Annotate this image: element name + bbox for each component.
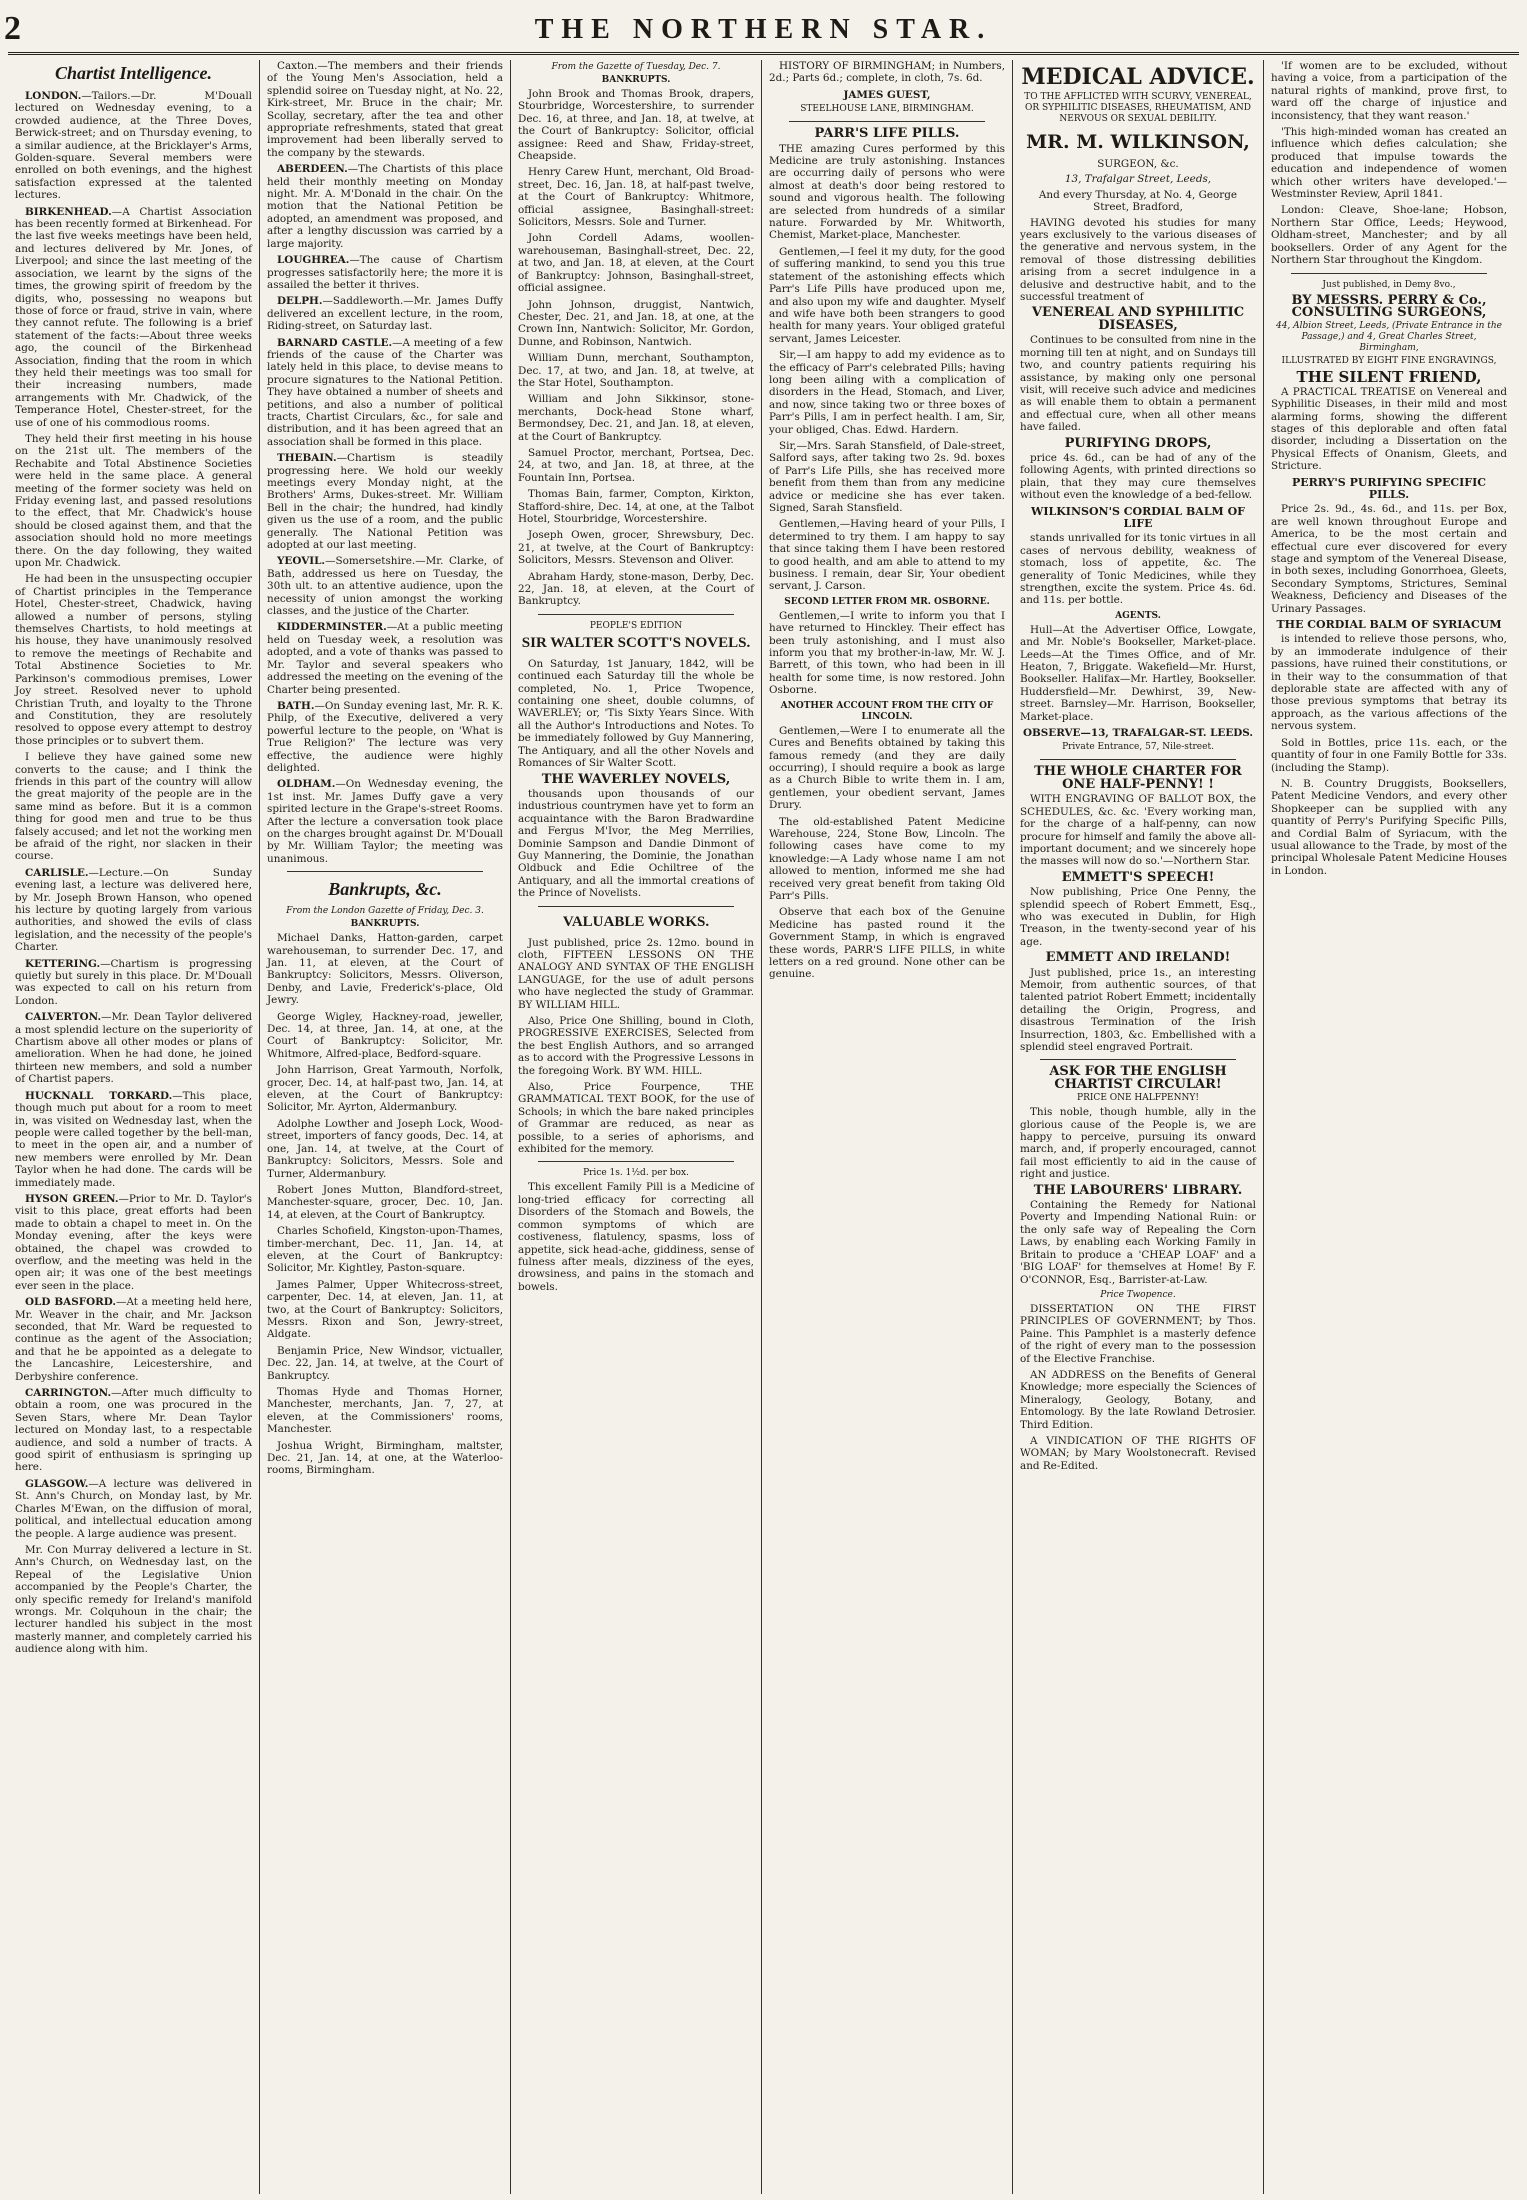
whole-charter-text: WITH ENGRAVING OF BALLOT BOX, the SCHEDULES, &c. &c. 'Every working man, for the charge of a half-penny, can now procure for himself and family the above all-important document; and we sincerely hope the masses will now do so.'—Northern Star. bbox=[1020, 793, 1256, 868]
cordial-balm-heading: WILKINSON'S CORDIAL BALM OF LIFE bbox=[1031, 504, 1245, 530]
report-paragraph bbox=[15, 1544, 252, 1656]
drury-text: The old-established Patent Medicine Warehouse, 224, Stone Bow, Lincoln. The following cases have come to my knowledge:—A Lady whose name I am not allowed to mention, informed me she had received very great benefit from taking Old Parr's Pills. bbox=[769, 815, 1005, 902]
treatise-text: A PRACTICAL TREATISE on Venereal and Syphilitic Diseases, in their mild and most alarming forms, showing the different stages of this deplorable and often fatal disorder, including a Dissertation on the Physical Effects of Onanism, Gleets, and Stricture. bbox=[1271, 385, 1507, 473]
column-5 bbox=[1012, 60, 1263, 2194]
divider bbox=[538, 614, 734, 615]
vindication-text: A VINDICATION OF THE RIGHTS OF WOMAN; by Mary Woolstonecraft. Revised and Re-Edited. bbox=[1020, 1434, 1256, 1472]
divider bbox=[1291, 273, 1487, 274]
bankrupt-entry: William Dunn, merchant, Southampton, Dec. 17, at two, and Jan. 18, at twelve, at the Star Hotel, Southampton. bbox=[518, 352, 754, 389]
bankrupt-entry: John Harrison, Great Yarmouth, Norfolk, grocer, Dec. 14, at half-past two, Jan. 14, at eleven, at the Court of Bankruptcy: Solicitor, Mr. Ayrton, Aldermanbury. bbox=[267, 1064, 503, 1114]
report-text: —This place, though much put about for a room to meet in, was visited on Wednesday last, when the people were called together by the bell-man, to meet in the open air, and a number of new members were enrolled by Mr. Dean Taylor when he had done. The cards will be immediately made. bbox=[15, 1089, 252, 1189]
chartist-circular-heading: ASK FOR THE ENGLISH CHARTIST CIRCULAR! bbox=[1049, 1064, 1227, 1092]
bankrupt-entry: John Johnson, druggist, Nantwich, Chester, Dec. 21, and Jan. 18, at one, at the Crown Inn, Nantwich: Solicitor, Mr. Gordon, Dunne, and Robinson, Nantwich. bbox=[518, 298, 754, 348]
report-text: —A Chartist Association has been recently formed at Birkenhead. For the last five weeks meetings have been held, and lectures delivered by Mr. Jones, of Liverpool; and since the last meeting of the association, we learnt by the signs of the times, the growing spirit of freedom by the digits, who, possessing no weapons but those of force or fraud, strive in vain, where they cannot refute. The following is a brief statement of the facts:—About three weeks ago, the council of the Birkenhead Association, finding that the room in which they held their meetings was too small for their increasing numbers, made arrangements with Mr. Chadwick, of the Temperance Hotel, Chester-street, for the use of one of his commodious rooms. bbox=[15, 205, 252, 429]
lincoln-letter: Gentlemen,—Were I to enumerate all the Cures and Benefits obtained by taking this famous remedy (and they are daily occurring), I should require a book as large as a Church Bible to write them in. I am, gentlemen, your obedient servant, James Drury. bbox=[769, 724, 1005, 812]
report-text: —At a public meeting held on Tuesday week, a resolution was adopted, and a vote of thanks was passed to Mr. Taylor and several speakers who addressed the meeting on the evening of the Charter being presented. bbox=[267, 621, 503, 696]
report-place: BARNARD CASTLE. bbox=[277, 336, 393, 349]
bankrupt-entry: Joseph Owen, grocer, Shrewsbury, Dec. 21, at twelve, at the Court of Bankruptcy: Solicitors, Messrs. Stevenson and Oliver. bbox=[518, 529, 754, 567]
perry-address: 44, Albion Street, Leeds, (Private Entrance in the Passage,) and 4, Great Charles Street, Birmingham, bbox=[1275, 321, 1503, 354]
report-paragraph bbox=[267, 555, 503, 617]
wilkinson-name: MR. M. WILKINSON, bbox=[1026, 131, 1250, 153]
testimonial-letters bbox=[769, 246, 1005, 593]
waverley-heading: THE WAVERLEY NOVELS, bbox=[541, 771, 731, 787]
history-birmingham-ad: HISTORY OF BIRMINGHAM; in Numbers, 2d.; Parts 6d.; complete, in cloth, 7s. 6d. bbox=[769, 60, 1005, 85]
perry-just-published: Just published, in Demy 8vo., bbox=[1322, 279, 1456, 290]
valuable-works-text: Just published, price 2s. 12mo. bound in cloth, FIFTEEN LESSONS ON THE ANALOGY AND SYNTAX OF THE ENGLISH LANGUAGE, for the use of adult persons who have neglected the study of Grammar. BY WILLIAM HILL. bbox=[518, 936, 754, 1011]
grammatical-text-book: Also, Price Fourpence, THE GRAMMATICAL TEXT BOOK, for the use of Schools; in which the bare naked principles of Grammar are reduced, as near as possible, to a series of aphorisms, and exhibited for the memory. bbox=[518, 1081, 754, 1156]
testimonial-letter: Sir,—I am happy to add my evidence as to the efficacy of Parr's celebrated Pills; having long been ailing with a complication of disorders in the Head, Stomach, and Liver, and now, since taking two or three boxes of Parr's Pills, I am in perfect health. I am, Sir, your obliged, Chas. Edwd. Hardern. bbox=[769, 349, 1005, 436]
report-text: —A meeting of a few friends of the cause of the Charter was lately held in this place, to devise means to procure signatures to the National Petition. They have obtained a number of sheets and petitions, and also a number of political tracts, Chartist Circulars, &c., for sale and distribution, and it has been agreed that an association shall be formed in this place. bbox=[267, 336, 503, 448]
dissertation-text: DISSERTATION ON THE FIRST PRINCIPLES OF GOVERNMENT; by Thos. Paine. This Pamphlet is a masterly defence of the right of every man to the possession of the Elective Franchise. bbox=[1020, 1302, 1256, 1365]
observe-text: OBSERVE—13, TRAFALGAR-ST. LEEDS. bbox=[1022, 727, 1254, 740]
medical-advice-heading: MEDICAL ADVICE. bbox=[1021, 64, 1255, 90]
report-paragraph bbox=[15, 573, 252, 747]
syriacum-text: is intended to relieve those persons, who, by an immoderate indulgence of their passions, have ruined their constitutions, or in their way to the consummation of that deplorable state are affected with any of those previous symptoms that betray its approach, as the various affections of the nervous system. bbox=[1271, 633, 1507, 733]
chartist-circular-text: This noble, though humble, ally in the glorious cause of the People is, we are happy to perceive, pursuing its onward march, and, if properly encouraged, cannot fail most efficiently to aid in the cause of right and justice. bbox=[1020, 1106, 1256, 1181]
report-place: KIDDERMINSTER. bbox=[277, 621, 387, 634]
report-paragraph bbox=[15, 433, 252, 569]
testimonial-letter: Gentlemen,—Having heard of your Pills, I determined to try them. I am happy to say that since taking them I have been restored to good health, and am able to attend to my business. I remain, dear Sir, Your obedient servant, J. Carson. bbox=[769, 518, 1005, 593]
report-text: —Chartism is steadily progressing here. We hold our weekly meetings every Monday night, at the Brothers' Arms, Dukes-street. Mr. William Bell in the chair; the hundred, had kindly given us the use of a room, and the public generally. The National Petition was adopted at our last meeting. bbox=[267, 452, 503, 552]
chartist-reports-continued bbox=[267, 60, 503, 865]
bankrupt-entry: Abraham Hardy, stone-mason, Derby, Dec. 22, Jan. 18, at eleven, at the Court of Bankruptcy. bbox=[518, 570, 754, 608]
report-place: HYSON GREEN. bbox=[25, 1192, 119, 1205]
perry-illustrated: ILLUSTRATED BY EIGHT FINE ENGRAVINGS, bbox=[1281, 356, 1497, 367]
history-publisher: JAMES GUEST, bbox=[843, 88, 931, 101]
report-place: HUCKNALL TORKARD. bbox=[25, 1089, 173, 1102]
divider bbox=[287, 871, 483, 872]
masthead bbox=[0, 10, 1527, 54]
progressive-exercises-text: Also, Price One Shilling, bound in Cloth, PROGRESSIVE EXERCISES, Selected from the best English Authors, and so arranged as to accord with the Progressive Lessons in the foregoing Work. BY WM. HILL. bbox=[518, 1015, 754, 1077]
agents-text: Hull—At the Advertiser Office, Lowgate, and Mr. Noble's Bookseller, Market-place. Leeds—At the Times Office, and of Mr. Heaton, 7, Briggate. Wakefield—Mr. Hurst, Bookseller. Halifax—Mr. Hartley, Bookseller. Huddersfield—Mr. Dewhirst, 39, New-street. Barnsley—Mr. Harrison, Bookseller, Market-place. bbox=[1020, 623, 1256, 723]
column-4 bbox=[761, 60, 1012, 2194]
report-paragraph bbox=[15, 1090, 252, 1189]
gazette-subhead-tuesday: From the Gazette of Tuesday, Dec. 7. bbox=[551, 62, 721, 72]
testimonial-letter: Sir,—Mrs. Sarah Stansfield, of Dale-street, Salford says, after taking two 2s. 9d. boxes of Parr's Life Pills, she has received more benefit from them than from any medicine advice or medicine she has ever taken. Signed, Sarah Stansfield. bbox=[769, 439, 1005, 514]
report-text: —At a meeting held here, Mr. Weaver in the chair, and Mr. Jackson seconded, that Mr. Ward be requested to continue as the agent of the Association; and that he be appointed as a delegate to the Lancashire, Leicestershire, and Derbyshire conference. bbox=[15, 1296, 253, 1383]
report-place: OLD BASFORD. bbox=[25, 1296, 117, 1309]
report-paragraph bbox=[15, 1296, 252, 1383]
report-text: —Lecture.—On Sunday evening last, a lecture was delivered here, by Mr. Joseph Brown Hanson, who opened his lecture by quoting largely from various authorities, and showed the evils of class legislation, and the necessity of the people's Charter. bbox=[15, 866, 252, 954]
report-text: —After much difficulty to obtain a room, one was procured in the Seven Stars, where Mr. Dean Taylor lectured on Monday last, to a respectable audience, and sold a number of tracts. A good spirit of enthusiasm is springing up here. bbox=[15, 1387, 252, 1474]
report-place: BATH. bbox=[277, 699, 315, 712]
report-place: THEBAIN. bbox=[277, 452, 337, 465]
bankrupt-entry: Thomas Hyde and Thomas Horner, Manchester, merchants, Jan. 7, 27, at eleven, at the Commissioners' rooms, Manchester. bbox=[267, 1386, 503, 1436]
perry-heading: BY MESSRS. PERRY & Co., CONSULTING SURGEONS, bbox=[1291, 292, 1487, 320]
testimonial-letter: Gentlemen,—I feel it my duty, for the good of suffering mankind, to send you this true statement of the astonishing effects which Parr's Life Pills have produced upon me, and also upon my wife and daughter. Myself and wife have both been strangers to good health for many years. Your obliged grateful servant, James Leicester. bbox=[769, 245, 1005, 345]
venereal-heading: VENEREAL AND SYPHILITIC DISEASES, bbox=[1031, 305, 1245, 333]
bankruptcies-heading: Bankrupts, &c. bbox=[328, 879, 442, 900]
bankrupt-entry: Benjamin Price, New Windsor, victualler, Dec. 22, Jan. 14, at twelve, at the Court of Bankruptcy. bbox=[267, 1344, 503, 1382]
bankrupt-entry: George Wigley, Hackney-road, jeweller, Dec. 14, at three, Jan. 14, at one, at the Court of Bankruptcy: Solicitor, Mr. Whitmore, Alfred-place, Bedford-square. bbox=[267, 1010, 503, 1060]
report-paragraph bbox=[15, 867, 252, 954]
bankrupts-list-tuesday bbox=[518, 88, 754, 608]
vindication-review: 'This high-minded woman has created an influence which defies calculation; she produced that impulse towards the education and independence of women which other writers have developed.'—Westminster Review, April 1841. bbox=[1271, 126, 1507, 201]
lincoln-label: ANOTHER ACCOUNT FROM THE CITY OF LINCOLN. bbox=[780, 700, 994, 722]
report-paragraph bbox=[15, 958, 252, 1008]
report-text: —Tailors.—Dr. M'Douall lectured on Wednesday evening, to a crowded audience, at the Three Doves, Berwick-street; and on Thursday evening, to a similar audience, at the Bricklayer's Arms, Golden-square. Several members were enrolled on both evenings, and the highest satisfaction expressed at the talented lectures. bbox=[15, 90, 252, 202]
venereal-text: Continues to be consulted from nine in the morning till ten at night, and on Sundays till two, and country patients requiring his assistance, by making only one personal visit, will receive such advice and medicines as will enable them to obtain a permanent and effectual cure, when all other means have failed. bbox=[1020, 334, 1256, 434]
bankrupts-list bbox=[267, 932, 503, 1477]
column-6 bbox=[1263, 60, 1514, 2194]
column-2 bbox=[259, 60, 510, 2194]
history-address: STEELHOUSE LANE, BIRMINGHAM. bbox=[800, 104, 974, 115]
purifying-drops-heading: PURIFYING DROPS, bbox=[1064, 435, 1212, 451]
bankrupts-label: BANKRUPTS. bbox=[350, 919, 420, 930]
divider bbox=[1040, 1059, 1236, 1060]
report-place: OLDHAM. bbox=[277, 778, 336, 791]
report-place: LONDON. bbox=[25, 90, 82, 102]
report-paragraph bbox=[267, 621, 503, 695]
report-paragraph bbox=[15, 751, 252, 863]
report-text: Mr. Con Murray delivered a lecture in St. Ann's Church, on Wednesday last, on the Repeal of the Legislative Union accompanied by the People's Charter, the only specific remedy for Ireland's manifold wrongs. Mr. Colquhoun in the chair; the lecturer handled his subject in the most masterly manner, and completely carried his audience along with him. bbox=[15, 1543, 252, 1656]
syriacum-heading: THE CORDIAL BALM OF SYRIACUM bbox=[1276, 618, 1502, 632]
gazette-subhead: From the London Gazette of Friday, Dec. 3. bbox=[286, 906, 484, 917]
bankrupt-entry: Thomas Bain, farmer, Compton, Kirkton, Stafford-shire, Dec. 14, at one, at the Talbot Hotel, Stourbridge, Worcestershire. bbox=[518, 488, 754, 525]
emmett-ireland-text: Just published, price 1s., an interesting Memoir, from authentic sources, of that talented patriot Robert Emmett; incidentally detailing the Origin, Progress, and disastrous Termination of the Irish Insurrection, 1803, &c. Embellished with a splendid steel engraved Portrait. bbox=[1020, 966, 1256, 1053]
chartist-circular-price: PRICE ONE HALFPENNY! bbox=[1077, 1093, 1199, 1104]
report-place: CARLISLE. bbox=[25, 866, 89, 879]
divider bbox=[538, 1161, 734, 1162]
emmett-speech-text: Now publishing, Price One Penny, the splendid speech of Robert Emmett, Esq., who was executed in Dublin, for High Treason, in the twenty-second year of his age. bbox=[1020, 886, 1256, 948]
wilkinson-text: HAVING devoted his studies for many years exclusively to the various diseases of the generative and nervous system, in the removal of those distressing debilities arising from a secret indulgence in a delusive and destructive habit, and to the successful treatment of bbox=[1020, 216, 1256, 304]
report-text: I believe they have gained some new converts to the cause; and I think the friends in this part of the country will allow the great majority of the people are in the same mind as before. But it is a common thing for good men and true to be thus falsely accused; and let not the working men be afraid of the right, nor slacken in their course. bbox=[15, 751, 252, 863]
scott-novels-text: On Saturday, 1st January, 1842, will be continued each Saturday till the whole be completed, No. 1, Price Twopence, containing one sheet, double columns, of WAVERLEY; or, 'Tis Sixty Years Since. With all the Author's Introductions and Notes. To be immediately followed by Guy Mannering, The Antiquary, and all the other Novels and Romances of Sir Walter Scott. bbox=[518, 657, 754, 770]
family-pill-text: This excellent Family Pill is a Medicine of long-tried efficacy for correcting all Disorders of the Stomach and Bowels, the common symptoms of which are costiveness, flatulency, spasms, loss of appetite, sick head-ache, giddiness, sense of fulness after meals, dizziness of the eyes, drowsiness, and pains in the stomach and bowels. bbox=[518, 1181, 754, 1293]
report-text: —Saddleworth.—Mr. James Duffy delivered an excellent lecture, in the room, Riding-street, on Saturday last. bbox=[267, 295, 503, 333]
report-place: BIRKENHEAD. bbox=[25, 205, 112, 218]
report-paragraph bbox=[267, 295, 503, 332]
bankrupt-entry: Michael Danks, Hatton-garden, carpet warehouseman, to surrender Dec. 17, and Jan. 11, at eleven, at the Court of Bankruptcy: Solicitors, Messrs. Oliverson, Denby, and Lavie, Frederick's-place, Old Jewry. bbox=[267, 932, 503, 1007]
report-place: YEOVIL. bbox=[277, 555, 326, 568]
waverley-text: thousands upon thousands of our industrious countrymen have yet to form an acquaintance with the Baron Bradwardine and Fergus M'Ivor, the Meg Merrilies, Dominie Sampson and Dandie Dinmont of Guy Mannering, the Dominie, the Jonathan Oldbuck and Edie Ochiltree of the Antiquary, and all the immortal creations of the Prince of Novelists. bbox=[518, 787, 754, 900]
report-text: —Prior to Mr. D. Taylor's visit to this place, great efforts had been made to obtain a chapel to meet in. On the Monday evening, after the keys were obtained, the chapel was crowded to overflow, and the meeting was held in the open air; it was one of the best meetings ever seen in the place. bbox=[15, 1192, 252, 1292]
column-3 bbox=[510, 60, 761, 2194]
page-number: 2 bbox=[4, 10, 21, 47]
labourers-library-text: Containing the Remedy for National Poverty and Impending National Ruin: or the only safe way of Repealing the Corn Laws, by enabling each Working Family in Britain to produce a 'CHEAP LOAF' and a 'BIG LOAF' for themselves at Home! By F. O'CONNOR, Esq., Barrister-at-Law. bbox=[1020, 1199, 1256, 1286]
scott-novels-heading: SIR WALTER SCOTT'S NOVELS. bbox=[521, 634, 751, 651]
report-paragraph bbox=[267, 778, 503, 865]
bankrupt-entry: William and John Sikkinsor, stone-merchants, Dock-head Stone wharf, Bermondsey, Dec. 21, and Jan. 18, at eleven, at the Court of Bankruptcy. bbox=[518, 393, 754, 443]
emmett-speech-heading: EMMETT'S SPEECH! bbox=[1061, 869, 1215, 885]
second-letter-label: SECOND LETTER FROM MR. OSBORNE. bbox=[784, 596, 990, 607]
newspaper-title: THE NORTHERN STAR. bbox=[534, 14, 993, 45]
report-text: —On Wednesday evening, the 1st inst. Mr. James Duffy gave a very spirited lecture in the Grape's-street Rooms. After the lecture a conversation took place on the charges brought against Dr. M'Douall by Mr. William Taylor; the meeting was unanimous. bbox=[267, 778, 503, 865]
report-place: DELPH. bbox=[277, 295, 323, 308]
bankrupt-entry: John Brook and Thomas Brook, drapers, Stourbridge, Worcestershire, to surrender Dec. 16, at three, and Jan. 18, at twelve, at the Court of Bankruptcy: Solicitor, official assignee: Reed and Shaw, Friday-street, Cheapside. bbox=[518, 88, 754, 163]
chartist-intelligence-heading: Chartist Intelligence. bbox=[54, 63, 213, 83]
peoples-edition-label: PEOPLE'S EDITION bbox=[589, 620, 683, 631]
report-text: —On Sunday evening last, Mr. R. K. Philp, of the Executive, delivered a very powerful lecture to the people, on 'What is True Religion?' The lecture was very effective, the audience were highly delighted. bbox=[267, 699, 503, 774]
wilkinson-note: And every Thursday, at No. 4, George Street, Bradford, bbox=[1038, 188, 1238, 214]
parrs-life-pills-heading: PARR'S LIFE PILLS. bbox=[814, 126, 960, 142]
masthead-rule bbox=[8, 52, 1519, 55]
private-entrance: Private Entrance, 57, Nile-street. bbox=[1062, 742, 1214, 753]
divider bbox=[538, 906, 734, 907]
labourers-library-heading: THE LABOURERS' LIBRARY. bbox=[1033, 1182, 1243, 1198]
bankrupt-entry: Robert Jones Mutton, Blandford-street, Manchester-square, grocer, Dec. 10, Jan. 14, at eleven, at the Court of Bankruptcy. bbox=[267, 1183, 503, 1221]
report-paragraph bbox=[15, 1011, 252, 1085]
report-paragraph bbox=[15, 90, 252, 202]
divider bbox=[1040, 759, 1236, 760]
silent-friend-heading: THE SILENT FRIEND, bbox=[1296, 368, 1482, 387]
report-paragraph bbox=[15, 1387, 252, 1474]
whole-charter-heading: THE WHOLE CHARTER FOR ONE HALF-PENNY! ! bbox=[1034, 764, 1242, 792]
report-text: —Mr. Dean Taylor delivered a most splendid lecture on the superiority of Chartism above all other modes or plans of amelioration. When he had done, he joined thirteen new members, and sold a number of Chartist papers. bbox=[15, 1011, 252, 1086]
purifying-drops-text: price 4s. 6d., can be had of any of the following Agents, with printed directions so plain, that they may cure themselves without even the knowledge of a bed-fellow. bbox=[1020, 451, 1256, 502]
medical-advice-subhead: TO THE AFFLICTED WITH SCURVY, VENEREAL, OR SYPHILITIC DISEASES, RHEUMATISM, AND NERVOUS OR SEXUAL DEBILITY. bbox=[1024, 92, 1252, 124]
report-text: —The Chartists of this place held their monthly meeting on Monday night. Mr. A. M'Donald in the chair. On the motion that the National Petition be adopted, an amendment was proposed, and after a lengthy discussion was carried by a large majority. bbox=[267, 163, 503, 250]
report-text: He had been in the unsuspecting occupier of Chartist principles in the Temperance Hotel, Chester-street, Chadwick, having allowed a number of persons, styling themselves Chartists, to hold meetings at his house, they have unanimously resolved to remove the meetings of Rechabite and Total Abstinence Societies to Mr. Parkinson's commodious premises, Lower Joy street. Resolved never to uphold Christian Truth, and loyalty to the Throne and Constitution, they are resolutely resolved to oppose every attempt to destroy those principles or to subvert them. bbox=[15, 573, 252, 747]
report-text: —Chartism is progressing quietly but surely in this place. Dr. M'Douall was expected to call on his return from London. bbox=[15, 957, 252, 1007]
report-paragraph bbox=[267, 60, 503, 159]
report-text: —The cause of Chartism progresses satisfactorily here; the more it is assailed the better it thrives. bbox=[267, 254, 503, 291]
country-agents-text: N. B. Country Druggists, Booksellers, Patent Medicine Vendors, and every other Shopkeeper can be supplied with any quantity of Perry's Purifying Specific Pills, and Cordial Balm of Syriacum, with the usual allowance to the Trade, by most of the principal Wholesale Patent Medicine Houses in London. bbox=[1271, 777, 1507, 877]
report-paragraph bbox=[267, 163, 503, 250]
caution-text: Observe that each box of the Genuine Medicine has pasted round it the Government Stamp, in which is engraved these words, PARR'S LIFE PILLS, in white letters on a red ground. None other can be genuine. bbox=[769, 906, 1005, 981]
bankrupts-label: BANKRUPTS. bbox=[601, 75, 671, 85]
wilkinson-title: SURGEON, &c. bbox=[1097, 158, 1179, 170]
report-place: LOUGHREA. bbox=[277, 254, 350, 267]
report-place: CARRINGTON. bbox=[25, 1387, 112, 1400]
report-place: KETTERING. bbox=[25, 957, 101, 970]
osborne-letter: Gentlemen,—I write to inform you that I have returned to Hinckley. Their effect has been truly astonishing, and I must also inform you that my brother-in-law, Mr. W. J. Barrett, of this town, who had been in ill health for some time, is now restored. John Osborne. bbox=[769, 609, 1005, 697]
report-text: —A lecture was delivered in St. Ann's Church, on Monday last, by Mr. Charles M'Ewan, on the diffusion of moral, political, and intellectual education among the people. A large audience was present. bbox=[15, 1477, 252, 1540]
bankrupt-entry: Joshua Wright, Birmingham, maltster, Dec. 21, Jan. 14, at one, at the Waterloo-rooms, Birmingham. bbox=[267, 1439, 503, 1477]
perrys-purifying-heading: PERRY'S PURIFYING SPECIFIC PILLS. bbox=[1291, 475, 1487, 501]
report-paragraph bbox=[15, 206, 252, 429]
report-paragraph bbox=[267, 700, 503, 774]
column-1 bbox=[8, 60, 259, 2194]
bankrupt-entry: James Palmer, Upper Whitecross-street, carpenter, Dec. 14, at eleven, Jan. 11, at two, at the Court of Bankruptcy: Solicitors, Messrs. Rixon and Son, Jewry-street, Aldgate. bbox=[267, 1278, 503, 1341]
emmett-ireland-heading: EMMETT AND IRELAND! bbox=[1045, 950, 1231, 966]
vindication-sellers: London: Cleave, Shoe-lane; Hobson, Northern Star Office, Leeds; Heywood, Oldham-street, Manchester; and by all booksellers. Order of any Agent for the Northern Star throughout the Kingdom. bbox=[1271, 204, 1507, 267]
family-pill-price: Price 1s. 1½d. per box. bbox=[583, 1168, 689, 1179]
perrys-purifying-text: Price 2s. 9d., 4s. 6d., and 11s. per Box, are well known throughout Europe and America, to be the most certain and effectual cure ever discovered for every stage and symptom of the Venereal Disease, in both sexes, including Gonorrhoea, Gleets, Secondary Symptoms, Strictures, Seminal Weakness, Deficiency and Diseases of the Urinary Passages. bbox=[1271, 503, 1507, 615]
report-text: They held their first meeting in his house on the 21st ult. The members of the Rechabite and Total Abstinence Societies were held in the same place. A general meeting of the former society was held on Friday evening last, and passed resolutions to the effect, that Mr. Chadwick's house should be closed against them, and that the association should hold no more meetings there. On the day following, they waited upon Mr. Chadwick. bbox=[15, 432, 252, 570]
report-paragraph bbox=[267, 452, 503, 551]
bankrupt-entry: Henry Carew Hunt, merchant, Old Broad-street, Dec. 16, Jan. 18, at half-past twelve, at the Court of Bankruptcy: Whitmore, official assignee, Basinghall-street: Solicitors, Messrs. Sole and Turner. bbox=[518, 166, 754, 229]
report-text: Caxton.—The members and their friends of the Young Men's Association, held a splendid soiree on Tuesday night, at No. 22, Kirk-street, Mr. Bruce in the chair; Mr. Scollay, secretary, after the tea and other appropriate refreshments, stated that great improvement had been liberally served to the company by the stewards. bbox=[267, 60, 503, 159]
cordial-balm-text: stands unrivalled for its tonic virtues in all cases of nervous debility, weakness of stomach, loss of appetite, &c. The generality of Tonic Medicines, while they strengthen, excite the system. Price 4s. 6d. and 11s. per bottle. bbox=[1020, 532, 1256, 607]
vindication-quote: 'If women are to be excluded, without having a voice, from a participation of the natural rights of mankind, prove first, to ward off the charge of injustice and inconsistency, that they want reason.' bbox=[1271, 60, 1507, 122]
agents-label: AGENTS. bbox=[1115, 610, 1161, 621]
wilkinson-address: 13, Trafalgar Street, Leeds, bbox=[1064, 173, 1212, 186]
valuable-works-heading: VALUABLE WORKS. bbox=[562, 913, 710, 930]
bankrupt-entry: Adolphe Lowther and Joseph Lock, Wood-street, importers of fancy goods, Dec. 14, at one, Jan. 14, at twelve, at the Court of Bankruptcy: Solicitors, Messrs. Sole and Turner, Aldermanbury. bbox=[267, 1117, 503, 1180]
syriacum-price: Sold in Bottles, price 11s. each, or the quantity of four in one Family Bottle for 33s. (including the Stamp). bbox=[1271, 736, 1507, 774]
columns bbox=[8, 60, 1519, 2194]
report-paragraph bbox=[267, 254, 503, 291]
report-paragraph bbox=[15, 1478, 252, 1540]
report-text: —Somersetshire.—Mr. Clarke, of Bath, addressed us here on Tuesday, the 30th ult. to an attentive audience, upon the necessity of union amongst the working classes, and the justice of the Charter. bbox=[267, 555, 503, 618]
report-paragraph bbox=[15, 1193, 252, 1292]
report-paragraph bbox=[267, 337, 503, 449]
report-place: GLASGOW. bbox=[25, 1477, 89, 1490]
report-place: CALVERTON. bbox=[25, 1011, 102, 1024]
bankrupt-entry: Charles Schofield, Kingston-upon-Thames, timber-merchant, Dec. 11, Jan. 14, at eleven, at the Court of Bankruptcy: Solicitor, Mr. Kightley, Paston-square. bbox=[267, 1225, 503, 1275]
bankrupt-entry: Samuel Proctor, merchant, Portsea, Dec. 24, at two, and Jan. 18, at three, at the Fountain Inn, Portsea. bbox=[518, 446, 754, 484]
dissertation-price: Price Twopence. bbox=[1100, 1289, 1176, 1300]
bankrupt-entry: John Cordell Adams, woollen-warehouseman, Basinghall-street, Dec. 22, at two, and Jan. 18, at eleven, at the Court of Bankruptcy: Johnson, Basinghall-street, official assignee. bbox=[518, 232, 754, 295]
divider bbox=[789, 121, 985, 122]
report-place: ABERDEEN. bbox=[277, 163, 348, 176]
chartist-reports bbox=[15, 90, 252, 1656]
parrs-life-pills-intro: THE amazing Cures performed by this Medicine are truly astonishing. Instances are occurring daily of persons who were almost at death's door being restored to sound and vigorous health. The following are selected from hundreds of a similar nature. Forwarded by Mr. Whitworth, Chemist, Market-place, Manchester. bbox=[769, 142, 1005, 242]
address-text: AN ADDRESS on the Benefits of General Knowledge; more especially the Sciences of Mineralogy, Geology, Botany, and Entomology. By the late Rowland Detrosier. Third Edition. bbox=[1020, 1368, 1256, 1431]
